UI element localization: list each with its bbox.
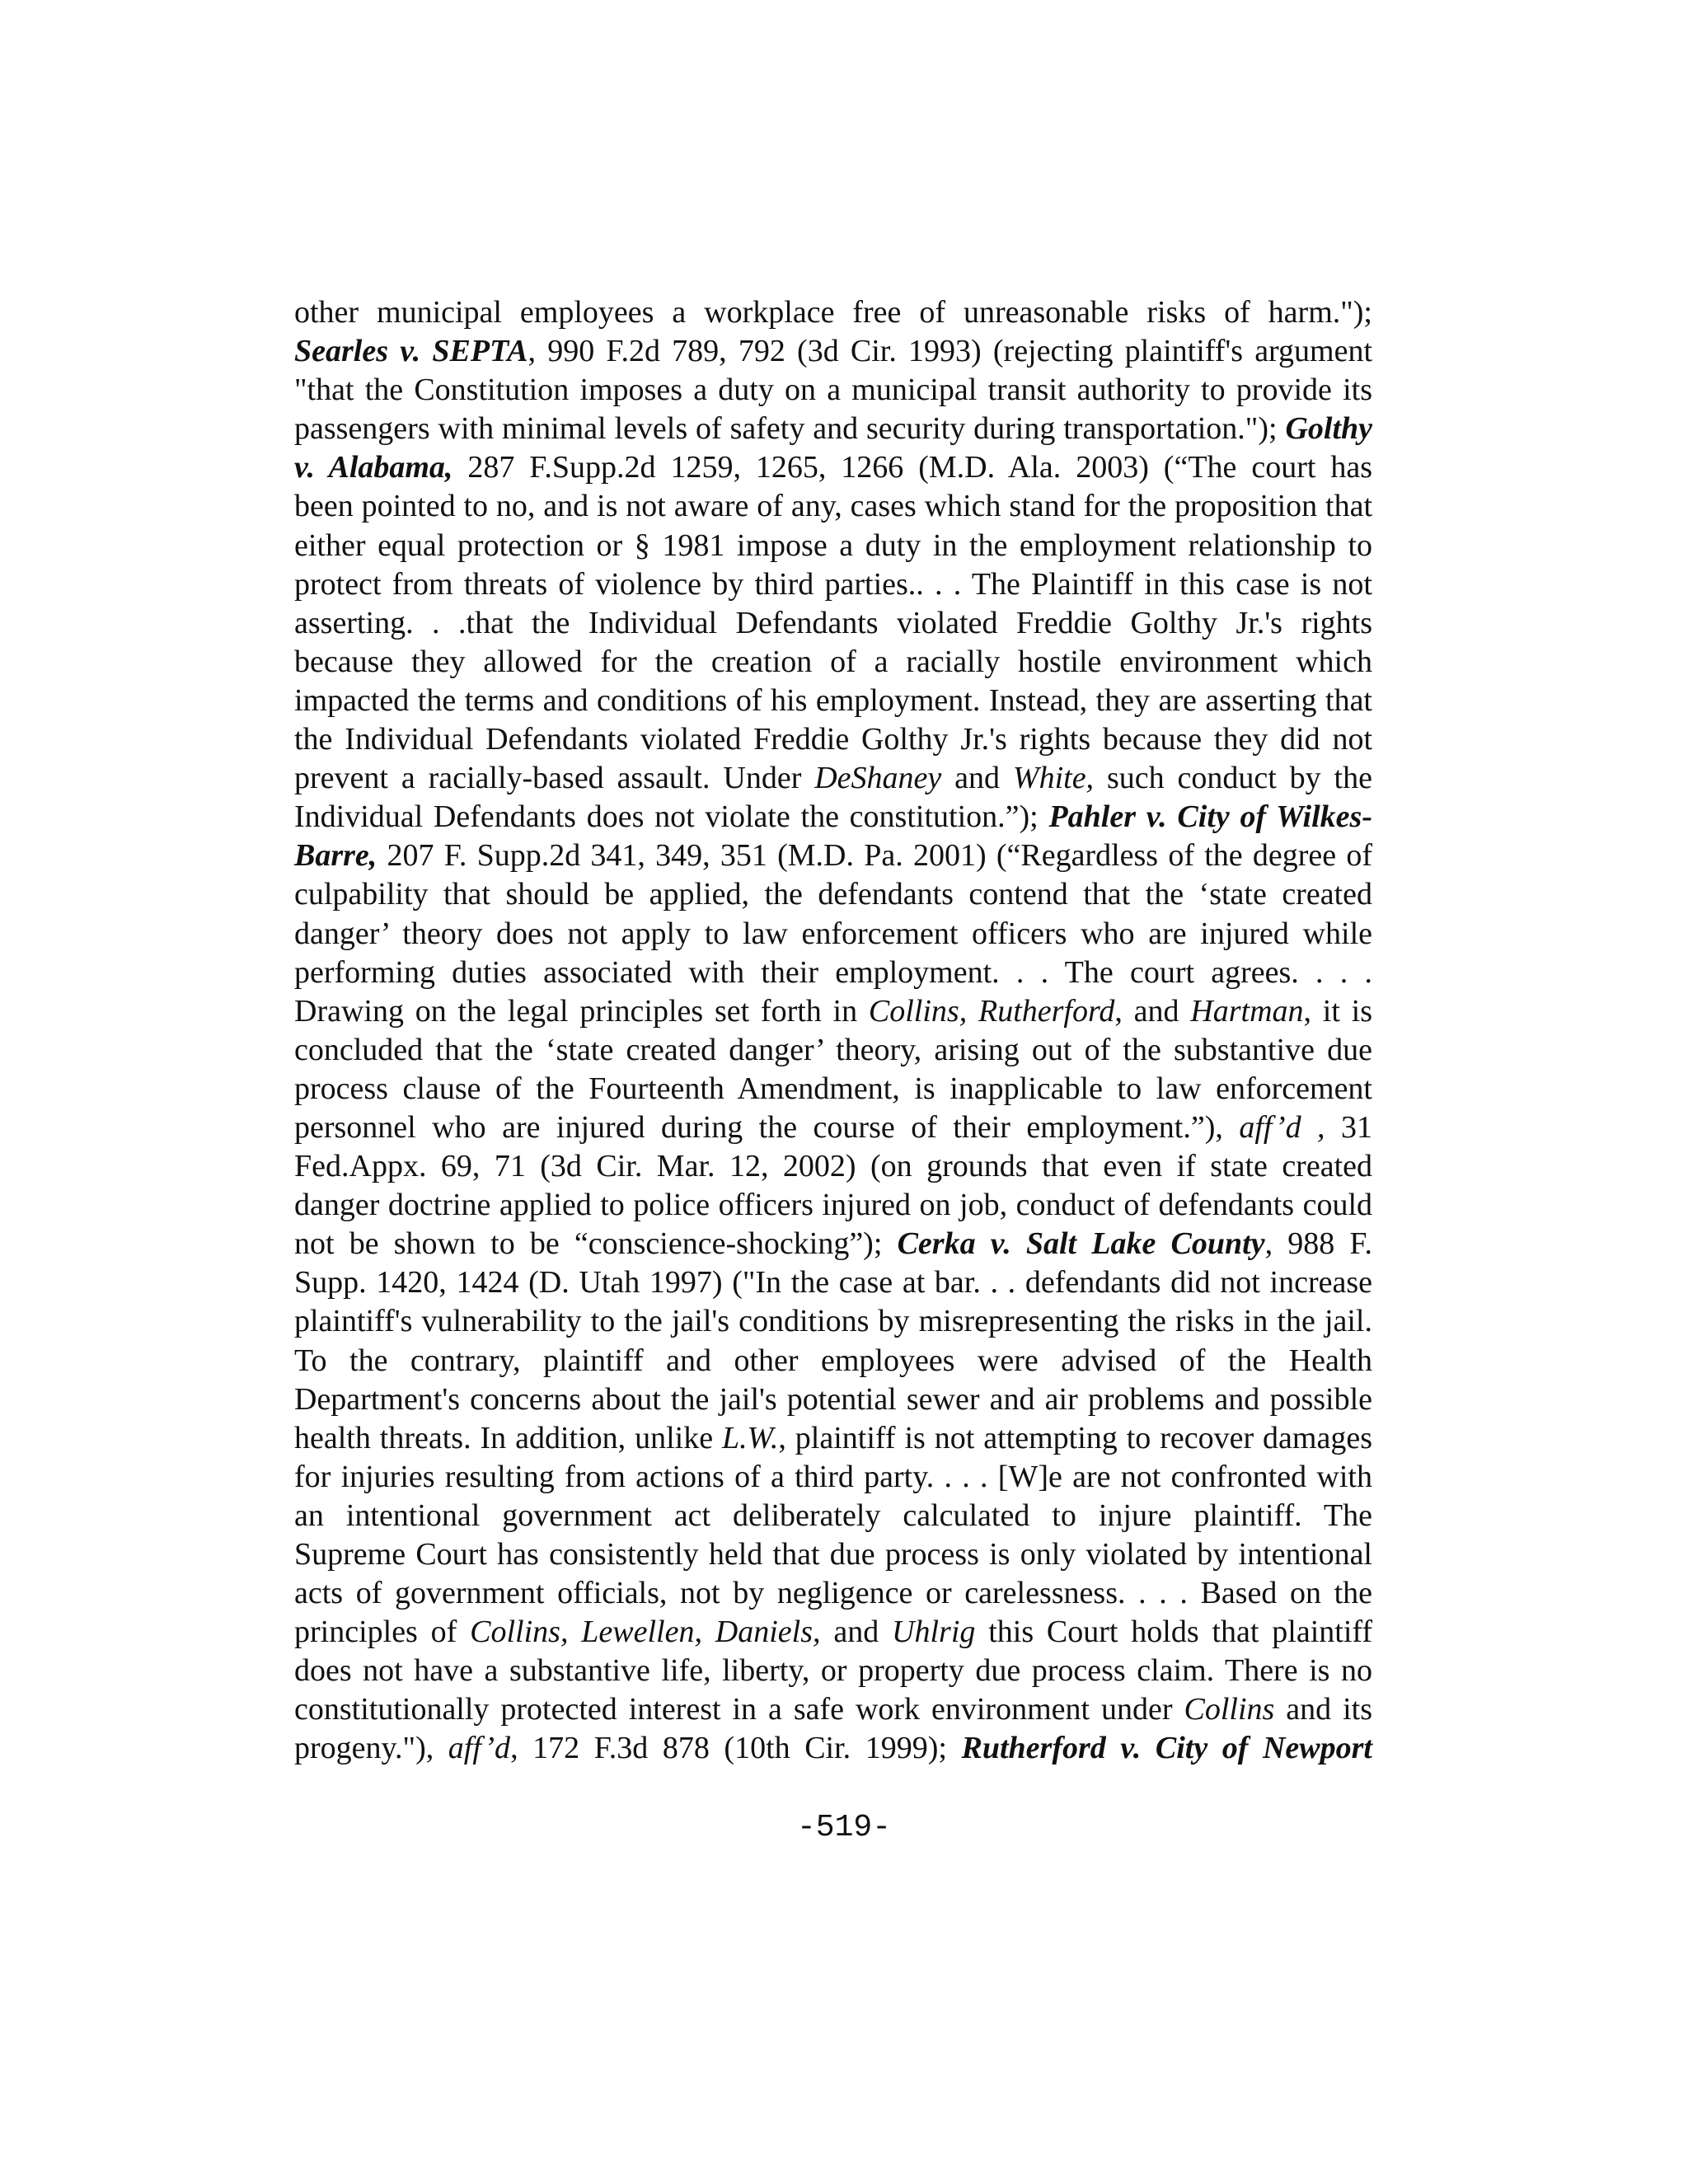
text-segment: an intentional government act deliberately calculated to injure plaintiff. The <box>294 1497 1372 1533</box>
text-segment: 287 F.Supp.2d 1259, 1265, 1266 (M.D. Ala. 2003) (“The court has <box>452 450 1372 485</box>
text-segment: because they allowed for the creation of a racially hostile environment which <box>294 644 1372 679</box>
italic-text: Collins <box>1184 1692 1275 1727</box>
text-line <box>294 1574 1372 1613</box>
text-line <box>294 875 1372 914</box>
text-segment: , plaintiff is not attempting to recover damages <box>778 1420 1372 1455</box>
text-line <box>294 1497 1372 1535</box>
text-line <box>294 1147 1372 1186</box>
text-line <box>294 1652 1372 1690</box>
text-line <box>294 604 1372 643</box>
text-line <box>294 682 1372 720</box>
text-line <box>294 1380 1372 1419</box>
text-segment: , 172 F.3d 878 (10th Cir. 1999); <box>510 1731 962 1766</box>
text-segment: passengers with minimal levels of safety and security during transportation."); <box>294 411 1286 447</box>
case-name: Barre, <box>294 838 377 874</box>
italic-text: L.W. <box>722 1420 779 1455</box>
text-segment: Fed.Appx. 69, 71 (3d Cir. Mar. 12, 2002) (on grounds that even if state created <box>294 1149 1372 1184</box>
text-segment: not be shown to be “conscience-shocking”); <box>294 1226 898 1262</box>
text-line <box>294 1342 1372 1380</box>
text-segment: either equal protection or § 1981 impose a duty in the employment relationship to <box>294 527 1372 563</box>
text-segment: the Individual Defendants violated Freddie Golthy Jr.'s rights because they did not <box>294 722 1372 757</box>
text-segment: health threats. In addition, unlike <box>294 1420 723 1455</box>
text-segment: constitutionally protected interest in a safe work environment under <box>294 1692 1184 1727</box>
text-segment: does not have a substantive life, liberty, or property due process claim. There is no <box>294 1653 1372 1689</box>
text-line <box>294 1458 1372 1497</box>
text-line <box>294 720 1372 759</box>
case-name: v. Alabama, <box>294 450 453 485</box>
text-segment: 207 F. Supp.2d 341, 349, 351 (M.D. Pa. 2001) (“Regardless of the degree of <box>377 838 1372 874</box>
text-segment: Drawing on the legal principles set forth in <box>294 993 869 1029</box>
text-line <box>294 992 1372 1031</box>
text-line <box>294 1690 1372 1729</box>
text-line <box>294 1535 1372 1574</box>
body-text <box>294 293 1372 1769</box>
text-line <box>294 1302 1372 1341</box>
text-line <box>294 448 1372 487</box>
text-segment: , 988 F. <box>1264 1226 1373 1262</box>
text-line <box>294 293 1372 332</box>
text-segment: Department's concerns about the jail's potential sewer and air problems and possible <box>294 1381 1372 1417</box>
text-line <box>294 487 1372 526</box>
text-segment: and <box>820 1615 893 1650</box>
text-line <box>294 410 1372 448</box>
text-segment: danger doctrine applied to police officers injured on job, conduct of defendants could <box>294 1188 1372 1223</box>
text-segment: Individual Defendants does not violate the constitution.”); <box>294 799 1049 835</box>
italic-text: Collins, Lewellen, Daniels, <box>470 1615 821 1650</box>
text-segment: process clause of the Fourteenth Amendment, is inapplicable to law enforcement <box>294 1071 1372 1106</box>
italic-text: aff’d , <box>1239 1109 1325 1145</box>
italic-text: Hartman <box>1190 993 1304 1029</box>
text-segment: Supp. 1420, 1424 (D. Utah 1997) ("In the case at bar. . . defendants did not increase <box>294 1265 1372 1301</box>
text-segment: , 990 F.2d 789, 792 (3d Cir. 1993) (rejecting plaintiff's argument <box>528 334 1373 369</box>
text-segment: and its <box>1274 1692 1372 1727</box>
text-segment: concluded that the ‘state created danger’ theory, arising out of the substantive due <box>294 1032 1372 1067</box>
text-line <box>294 1186 1372 1225</box>
text-segment: this Court holds that plaintiff <box>975 1615 1372 1650</box>
text-line <box>294 798 1372 837</box>
text-segment: danger’ theory does not apply to law enforcement officers who are injured while <box>294 916 1372 951</box>
text-line <box>294 332 1372 371</box>
case-name: Searles v. SEPTA <box>294 334 528 369</box>
text-segment: plaintiff's vulnerability to the jail's conditions by misrepresenting the risks in the jail. <box>294 1304 1372 1339</box>
text-line <box>294 1263 1372 1302</box>
text-segment: , and <box>1114 993 1191 1029</box>
italic-text: DeShaney <box>814 761 942 796</box>
text-segment: asserting. . .that the Individual Defendants violated Freddie Golthy Jr.'s rights <box>294 605 1372 640</box>
text-segment: "that the Constitution imposes a duty on a municipal transit authority to provide its <box>294 373 1372 408</box>
text-segment: protect from threats of violence by third parties.. . . The Plaintiff in this case is not <box>294 566 1372 602</box>
text-segment: culpability that should be applied, the defendants contend that the ‘state created <box>294 877 1372 912</box>
text-segment: other municipal employees a workplace free of unreasonable risks of harm."); <box>294 295 1372 330</box>
text-segment: impacted the terms and conditions of his employment. Instead, they are asserting that <box>294 682 1372 718</box>
text-line <box>294 954 1372 992</box>
italic-text: aff’d <box>448 1731 511 1766</box>
text-line <box>294 915 1372 954</box>
text-segment: To the contrary, plaintiff and other employees were advised of the Health <box>294 1343 1372 1378</box>
text-line <box>294 1729 1372 1768</box>
case-name: Golthy <box>1285 411 1372 447</box>
text-line <box>294 759 1372 798</box>
italic-text: White, <box>1012 761 1095 796</box>
text-line <box>294 837 1372 875</box>
text-segment: personnel who are injured during the course of their employment.”), <box>294 1109 1240 1145</box>
text-segment: progeny."), <box>294 1731 448 1766</box>
text-line <box>294 1613 1372 1652</box>
case-name: Cerka v. Salt Lake County <box>897 1226 1265 1262</box>
text-segment: 31 <box>1325 1109 1373 1145</box>
case-name: Pahler v. City of Wilkes- <box>1048 799 1372 835</box>
text-segment: performing duties associated with their employment. . . The court agrees. . . . <box>294 954 1372 990</box>
italic-text: Collins, Rutherford <box>868 993 1115 1029</box>
text-segment: acts of government officials, not by negligence or carelessness. . . . Based on the <box>294 1576 1372 1611</box>
italic-text: Uhlrig <box>892 1615 976 1650</box>
text-line <box>294 643 1372 682</box>
text-line <box>294 527 1372 565</box>
text-segment: , it is <box>1303 993 1373 1029</box>
text-line <box>294 1225 1372 1263</box>
text-line <box>294 565 1372 604</box>
text-line <box>294 1031 1372 1070</box>
text-line <box>294 1419 1372 1458</box>
text-segment: such conduct by the <box>1094 761 1372 796</box>
text-line <box>294 1108 1372 1147</box>
case-name: Rutherford v. City of Newport <box>961 1731 1372 1766</box>
text-segment: principles of <box>294 1615 471 1650</box>
text-segment: Supreme Court has consistently held that due process is only violated by intentional <box>294 1537 1372 1572</box>
text-line <box>294 1070 1372 1108</box>
text-segment: prevent a racially-based assault. Under <box>294 761 815 796</box>
page-number: -519- <box>796 1810 892 1845</box>
text-segment: and <box>941 761 1013 796</box>
text-line <box>294 371 1372 410</box>
text-segment: for injuries resulting from actions of a third party. . . . [W]e are not confronted with <box>294 1459 1372 1494</box>
text-segment: been pointed to no, and is not aware of any, cases which stand for the proposition that <box>294 489 1372 524</box>
